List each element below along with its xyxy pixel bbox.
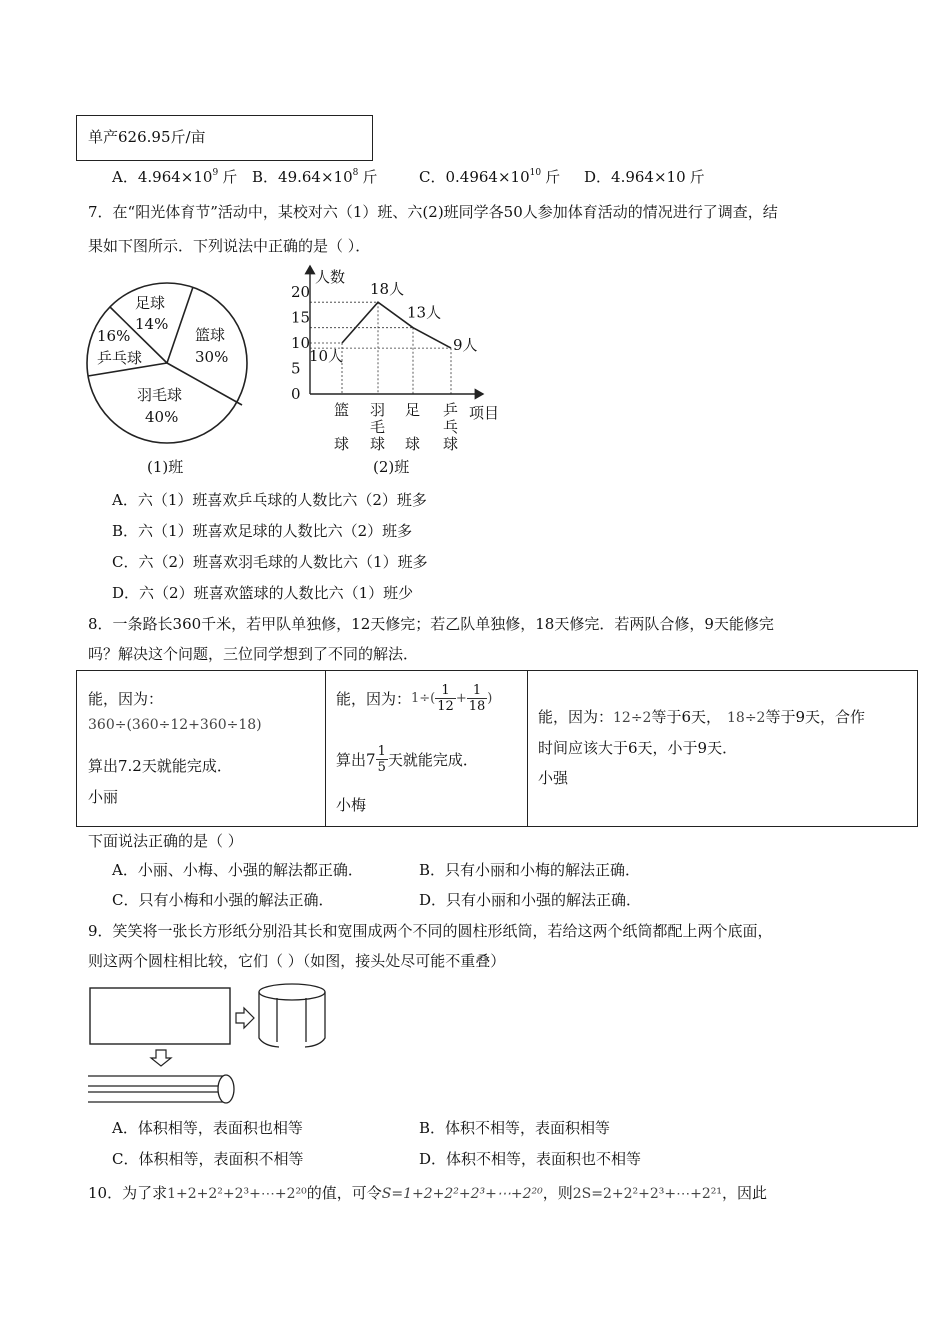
category-label-char: 球 [405, 435, 421, 453]
q8-line1: 8．一条路长360千米，若甲队单独修，12天修完；若乙队单独修，18天修完．若两队合修，9天能修完 [88, 615, 774, 633]
q8-option-d: D．只有小丽和小强的解法正确． [419, 891, 642, 909]
q8-option-a: A．小丽、小梅、小强的解法都正确． [112, 861, 363, 879]
q10-line: 10．为了求1+2+2²+2³+⋯+2²⁰的值，可令S=1+2+2²+2³+⋯+2²⁰，则2S=2+2²+2³+⋯+2²¹，因此 [88, 1184, 767, 1202]
q9-line2: 则这两个圆柱相比较，它们（ ）（如图，接头处尽可能不重叠） [88, 952, 506, 970]
category-label-char: 乒 [443, 401, 459, 419]
q6-option-b: B．$49.64\times 10^8$ 斤 [252, 168, 378, 186]
q8-cell3-name: 小强 [538, 769, 569, 787]
q9-option-c: C．体积相等，表面积不相等 [112, 1150, 304, 1168]
pie-label-football: 足球 [135, 294, 166, 312]
x-axis-label: 项目 [469, 404, 500, 422]
y-tick-label: 10 [291, 334, 311, 352]
q8-line2: 吗？解决这个问题，三位同学想到了不同的解法． [88, 645, 419, 663]
q9-option-b: B．体积不相等，表面积相等 [419, 1119, 611, 1137]
pie-percent-basketball: 30% [195, 348, 229, 366]
pie-label-pingpong: 乒乓球 [97, 349, 143, 367]
q8-cell2-result: 算出7 $\frac{1}{5}$ 天就能完成． [336, 744, 478, 775]
pie-caption: (1)班 [147, 458, 184, 476]
q8-question: 下面说法正确的是（ ） [88, 832, 243, 850]
pie-label-badminton: 羽毛球 [137, 386, 183, 404]
y-tick-label: 15 [291, 308, 311, 327]
q8-cell-divider-2 [527, 670, 528, 827]
q8-cell-divider-1 [325, 670, 326, 827]
q8-option-c: C．只有小梅和小强的解法正确． [112, 891, 334, 909]
pie-percent-football: 14% [135, 315, 169, 333]
category-label-char: 足 [405, 401, 421, 419]
q8-option-b: B．只有小丽和小梅的解法正确． [419, 861, 641, 879]
lying-cylinder-icon [88, 1075, 234, 1103]
category-label-char: 篮 [334, 401, 350, 419]
category-label-char: 羽 [370, 401, 386, 419]
point-label: 13人 [407, 303, 442, 322]
q8-cell1-result: 算出7.2天就能完成． [88, 757, 232, 775]
q9-option-d: D．体积不相等，表面积也不相等 [419, 1150, 642, 1168]
category-label-char: 乓 [443, 418, 459, 436]
q8-cell2-intro: 能，因为：1÷( $\frac{1}{12}$ + $\frac{1}{18}$ ) [336, 683, 493, 714]
q8-cell3-line1: 能，因为：12÷2等于6天， 18÷2等于9天，合作 [538, 708, 866, 726]
upright-cylinder-icon [259, 984, 325, 1047]
q6-option-c: C．$0.4964\times 10^{10}$ 斤 [419, 168, 561, 186]
q7-option-c: C．六（2）班喜欢羽毛球的人数比六（1）班多 [112, 553, 428, 571]
pie-percent-badminton: 40% [145, 408, 179, 426]
q6-option-d: D．4.964×10 斤 [584, 168, 705, 186]
down-arrow-icon [151, 1050, 171, 1066]
category-label-char: 球 [370, 435, 386, 453]
q8-cell1-name: 小丽 [88, 788, 119, 806]
q7-option-b: B．六（1）班喜欢足球的人数比六（2）班多 [112, 522, 413, 540]
q8-solutions-table [76, 670, 918, 827]
q7-line2: 果如下图所示．下列说法中正确的是（ ）． [88, 237, 371, 255]
q7-option-a: A．六（1）班喜欢乒乓球的人数比六（2）班多 [112, 491, 427, 509]
q9-paper-cylinder-figure [84, 980, 334, 1108]
y-tick-label: 5 [291, 359, 301, 378]
q8-cell3-line2: 时间应该大于6天，小于9天． [538, 739, 738, 757]
y-tick-label: 20 [291, 283, 311, 301]
q7-line1: 7．在“阳光体育节”活动中，某校对六（1）班、六(2)班同学各50人参加体育活动的情况进行了调查，结 [88, 203, 778, 221]
q6-box-text: 单产626.95斤/亩 [88, 128, 206, 146]
chart-caption: (2)班 [373, 458, 410, 476]
q9-option-a: A．体积相等，表面积也相等 [112, 1119, 303, 1137]
category-label-char: 球 [443, 435, 459, 453]
q8-cell2-name: 小梅 [336, 796, 367, 814]
q8-cell1-intro: 能，因为： [88, 690, 164, 708]
pie-label-basketball: 篮球 [195, 326, 226, 344]
point-label: 18人 [370, 280, 405, 299]
q7-option-d: D．六（2）班喜欢篮球的人数比六（1）班少 [112, 584, 414, 602]
y-axis-label: 人数 [315, 268, 346, 286]
category-label-char: 球 [334, 435, 350, 453]
category-label-char: 毛 [370, 418, 386, 436]
point-label: 9人 [453, 336, 478, 355]
pie-percent-pingpong: 16% [97, 327, 131, 345]
paper-rectangle [90, 988, 230, 1044]
line-chart-class2 [285, 258, 510, 480]
right-arrow-icon [236, 1008, 254, 1028]
q8-cell1-formula: 360÷(360÷12+360÷18) [88, 717, 262, 733]
pie-chart-class1 [85, 278, 257, 478]
y-tick-label: 0 [291, 385, 301, 403]
q6-option-a: A．$4.964\times 10^9$ 斤 [112, 168, 238, 186]
point-label: 10人 [309, 347, 344, 365]
q9-line1: 9．笑笑将一张长方形纸分别沿其长和宽围成两个不同的圆柱形纸筒，若给这两个纸筒都配上两个底面， [88, 922, 773, 940]
